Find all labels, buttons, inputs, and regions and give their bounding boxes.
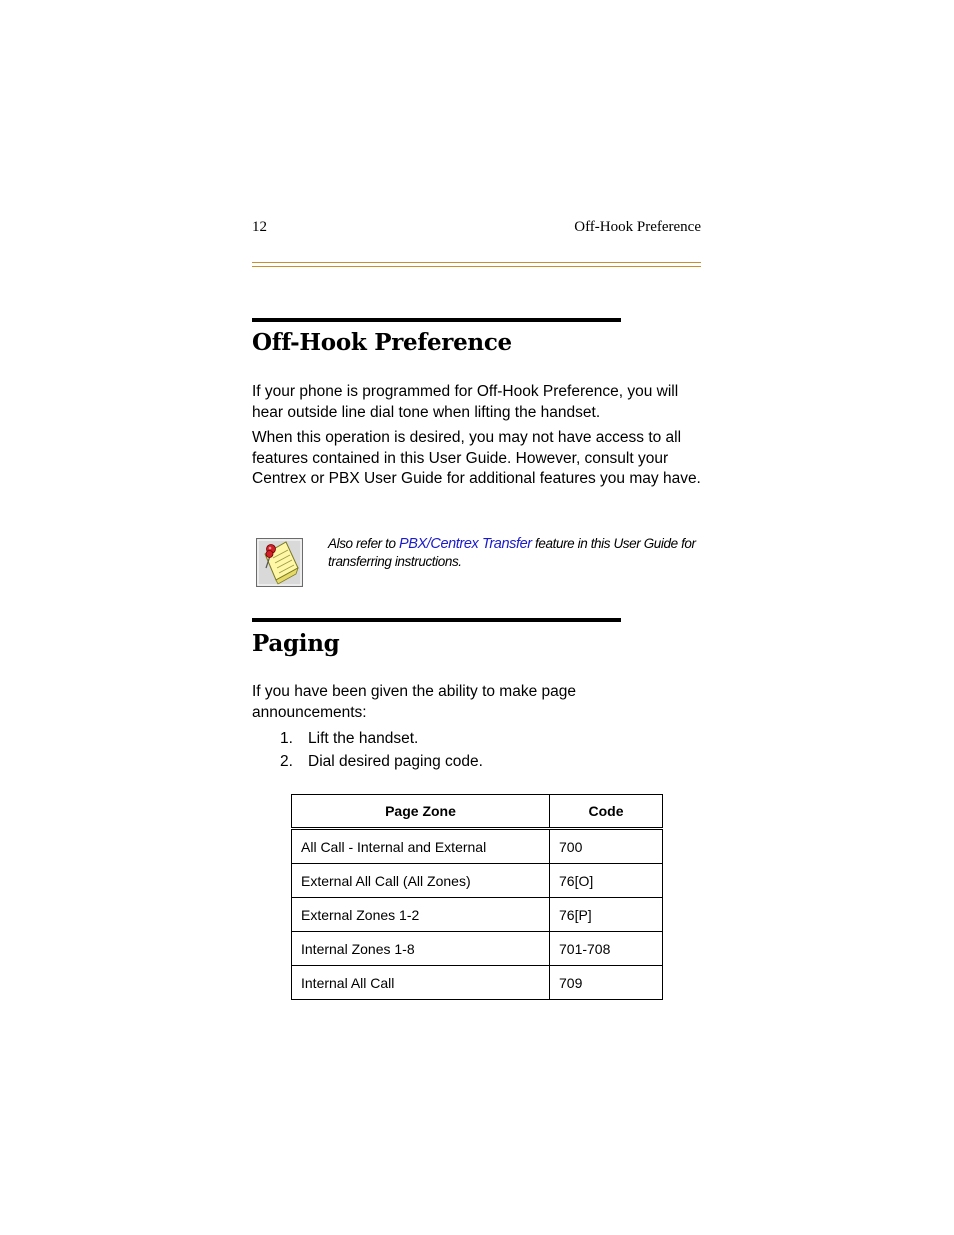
code-cell: 709 <box>550 966 663 1000</box>
paging-intro: If you have been given the ability to make page announcements: <box>252 683 576 721</box>
header-page-zone: Page Zone <box>292 795 550 829</box>
section-bar <box>252 618 621 622</box>
table-row <box>292 864 663 898</box>
table-row <box>292 966 663 1000</box>
section-bar <box>252 318 621 322</box>
step-item <box>280 730 418 748</box>
page-zone-cell: External All Call (All Zones) <box>292 864 550 898</box>
table-row <box>292 829 663 864</box>
code-cell: 76[P] <box>550 898 663 932</box>
page-number: 12 <box>252 219 267 235</box>
table-row <box>292 932 663 966</box>
pbx-centrex-transfer-link[interactable]: PBX/Centrex Transfer <box>398 536 532 552</box>
note-prefix: Also refer to <box>328 536 399 551</box>
offhook-paragraph: When this operation is desired, you may not have access to all features contained in this User Guide. However, consult your Centrex or PBX User Guide for additional features you may have. <box>252 429 701 487</box>
table-row <box>292 898 663 932</box>
page-zone-cell: Internal All Call <box>292 966 550 1000</box>
paging-code-table <box>291 794 663 1000</box>
step-number: 2. <box>280 753 293 770</box>
note-suffix: feature in this User Guide for transferring instructions. <box>328 536 696 569</box>
page-zone-cell: Internal Zones 1-8 <box>292 932 550 966</box>
pinned-note-icon <box>256 538 303 587</box>
header-rule <box>252 266 701 267</box>
table-header-row <box>292 795 663 829</box>
code-cell: 701-708 <box>550 932 663 966</box>
note-text <box>328 535 700 570</box>
section-title-paging: Paging <box>252 630 340 657</box>
code-cell: 76[O] <box>550 864 663 898</box>
step-text: Dial desired paging code. <box>308 753 483 770</box>
running-header: Off-Hook Preference <box>574 219 701 235</box>
step-text: Lift the handset. <box>308 730 419 747</box>
code-cell: 700 <box>550 829 663 864</box>
step-number: 1. <box>280 730 293 747</box>
section-title-offhook: Off-Hook Preference <box>252 329 512 356</box>
offhook-paragraph: If your phone is programmed for Off-Hook Preference, you will hear outside line dial tone when lifting the handset. <box>252 383 679 421</box>
step-item <box>280 753 483 771</box>
header-rule <box>252 262 701 263</box>
page-zone-cell: All Call - Internal and External <box>292 829 550 864</box>
header-code: Code <box>550 795 663 829</box>
page-zone-cell: External Zones 1-2 <box>292 898 550 932</box>
